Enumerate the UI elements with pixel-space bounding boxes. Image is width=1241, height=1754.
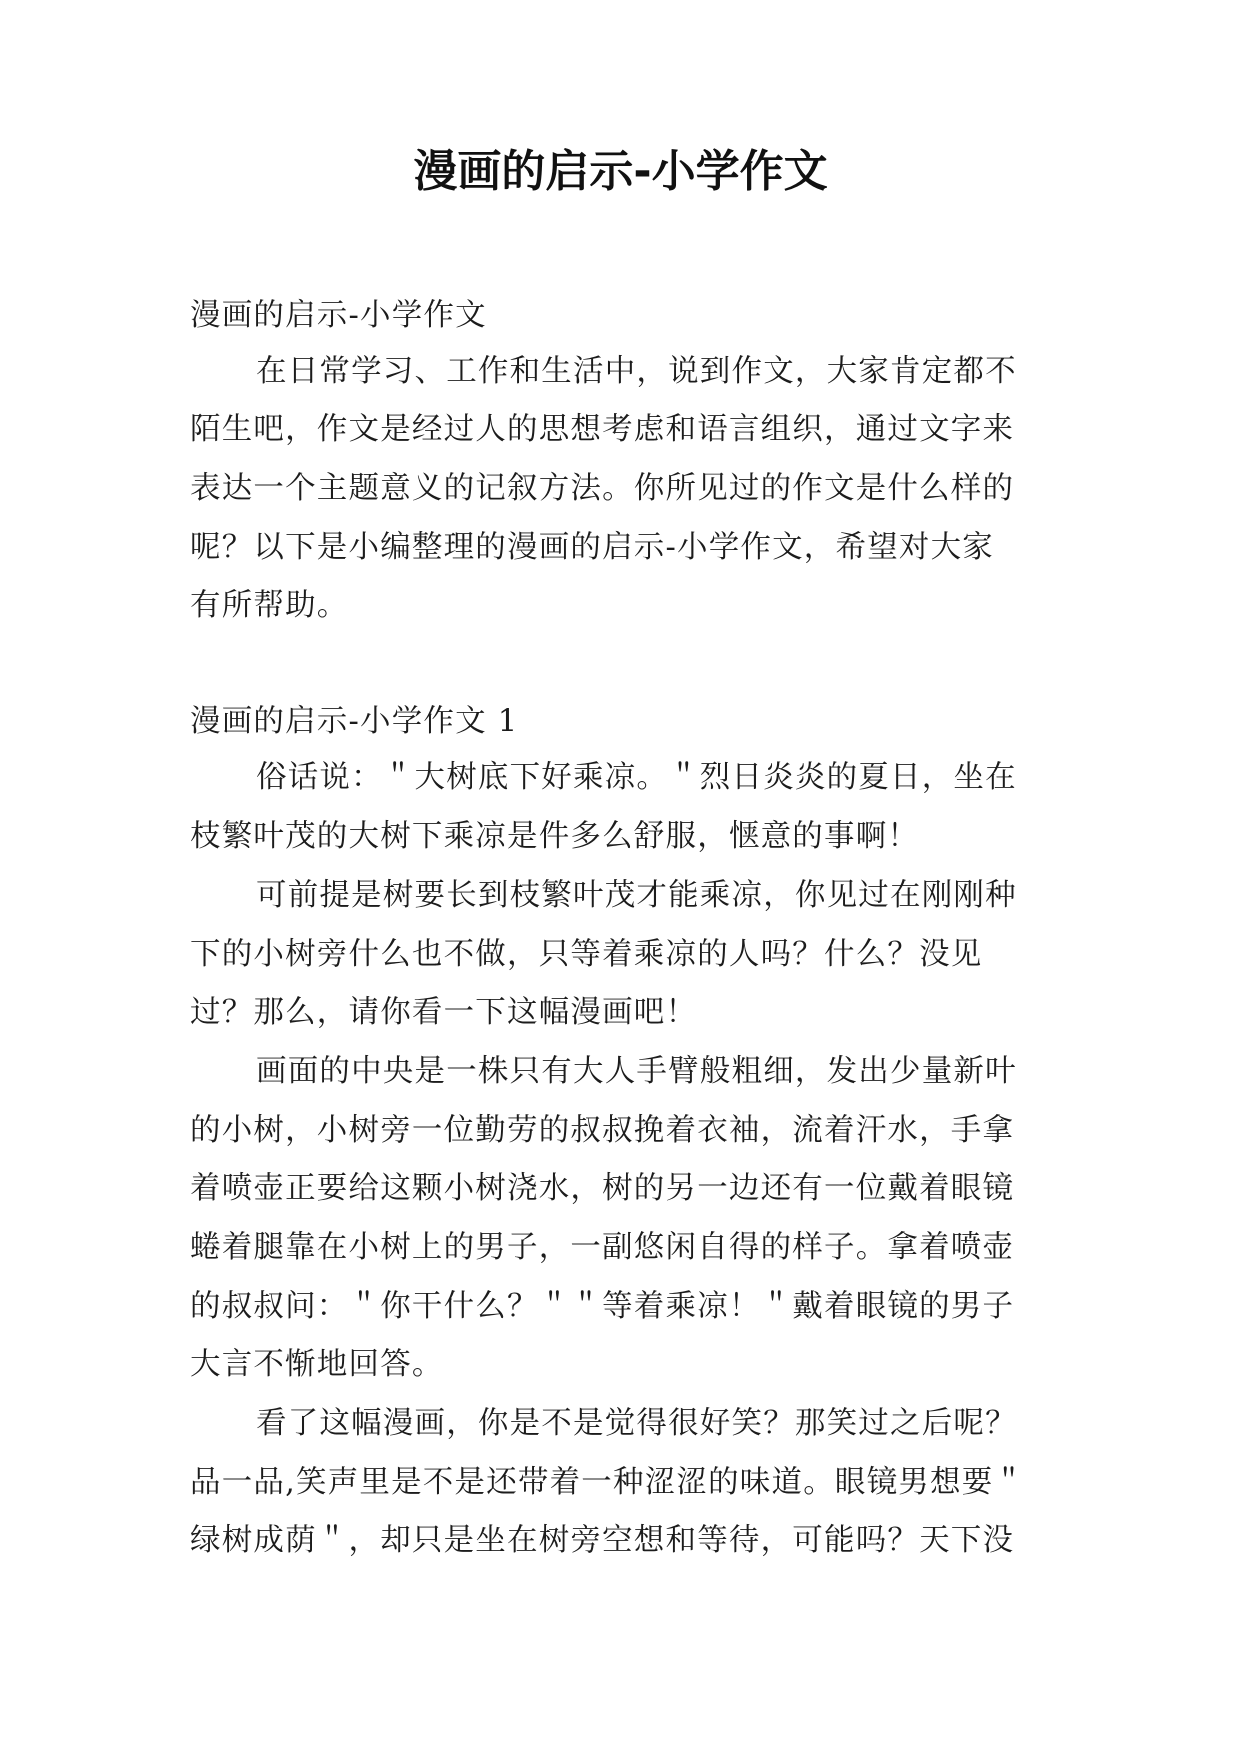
section-heading: 漫画的启示-小学作文 <box>190 298 487 333</box>
paragraph-line: 着喷壶正要给这颗小树浇水，树的另一边还有一位戴着眼镜 <box>190 1171 1015 1206</box>
paragraph-line: 有所帮助。 <box>190 588 349 623</box>
paragraph-line: 的叔叔问：＂你干什么？＂＂等着乘凉！＂戴着眼镜的男子 <box>190 1289 1015 1324</box>
paragraph-line: 大言不惭地回答。 <box>190 1347 444 1382</box>
paragraph-line: 呢？以下是小编整理的漫画的启示-小学作文，希望对大家 <box>190 530 995 565</box>
section-heading: 漫画的启示-小学作文 1 <box>190 704 519 739</box>
paragraph-line: 品一品,笑声里是不是还带着一种涩涩的味道。眼镜男想要＂ <box>190 1465 1026 1500</box>
paragraph-line: 过？那么，请你看一下这幅漫画吧！ <box>190 995 698 1030</box>
document-title: 漫画的启示-小学作文 <box>413 146 828 197</box>
paragraph-line: 蜷着腿靠在小树上的男子，一副悠闲自得的样子。拿着喷壶 <box>190 1230 1015 1265</box>
paragraph-line: 下的小树旁什么也不做，只等着乘凉的人吗？什么？没见 <box>190 937 983 972</box>
paragraph-line: 画面的中央是一株只有大人手臂般粗细，发出少量新叶 <box>256 1054 1017 1089</box>
paragraph-line: 陌生吧，作文是经过人的思想考虑和语言组织，通过文字来 <box>190 412 1015 447</box>
paragraph-line: 枝繁叶茂的大树下乘凉是件多么舒服，惬意的事啊！ <box>190 819 920 854</box>
paragraph-line: 的小树，小树旁一位勤劳的叔叔挽着衣袖，流着汗水，手拿 <box>190 1113 1015 1148</box>
paragraph-line: 表达一个主题意义的记叙方法。你所见过的作文是什么样的 <box>190 471 1015 506</box>
paragraph-line: 在日常学习、工作和生活中，说到作文，大家肯定都不 <box>256 354 1017 389</box>
paragraph-line: 绿树成荫＂，却只是坐在树旁空想和等待，可能吗？天下没 <box>190 1523 1015 1558</box>
paragraph-line: 看了这幅漫画，你是不是觉得很好笑？那笑过之后呢？ <box>256 1406 1017 1441</box>
paragraph-line: 可前提是树要长到枝繁叶茂才能乘凉，你见过在刚刚种 <box>256 878 1017 913</box>
paragraph-line: 俗话说：＂大树底下好乘凉。＂烈日炎炎的夏日，坐在 <box>256 760 1017 795</box>
